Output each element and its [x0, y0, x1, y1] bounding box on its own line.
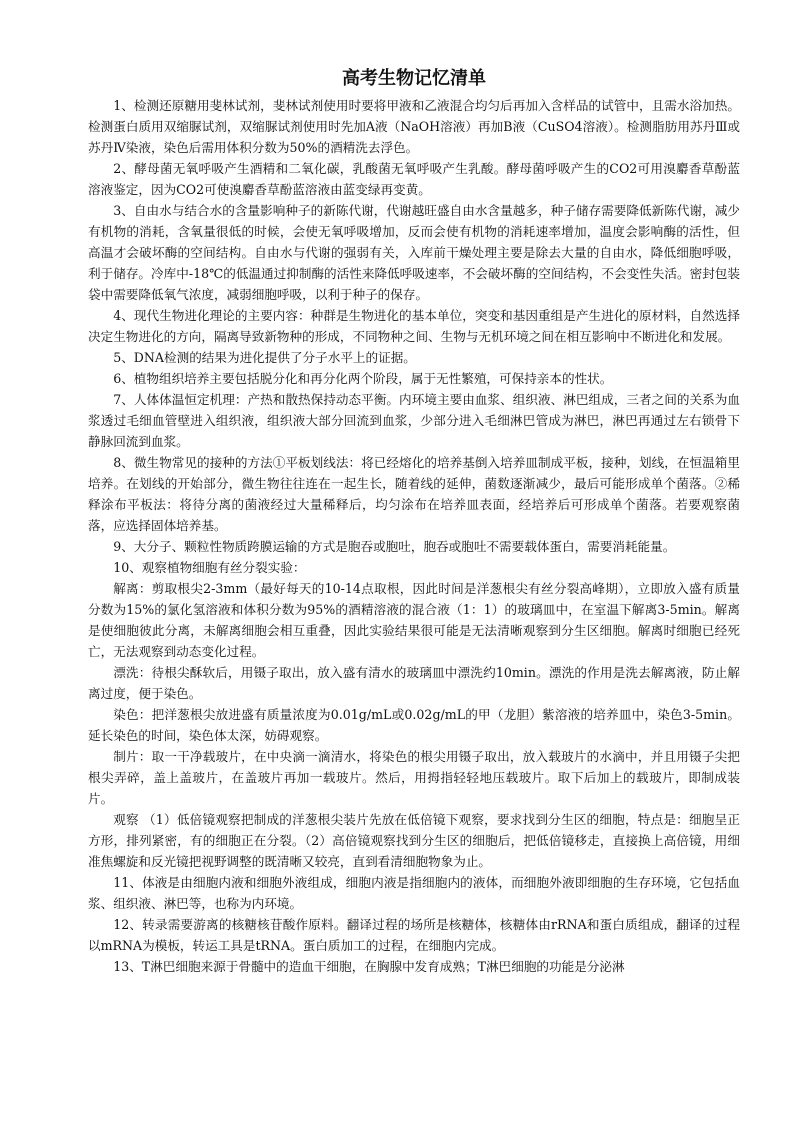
document-body [88, 95, 740, 977]
paragraph-7: 7、人体体温恒定机理：产热和散热保持动态平衡。内环境主要由血浆、组织液、淋巴组成，三者之间的关系为血浆透过毛细血管壁进入组织液，组织液大部分回流到血浆，少部分进入毛细淋巴管成为淋巴，淋巴再通过左右锁骨下静脉回流到血浆。 [88, 392, 740, 449]
paragraph-13: 13、T淋巴细胞来源于骨髓中的造血干细胞，在胸腺中发育成熟；T淋巴细胞的功能是分泌淋 [113, 959, 625, 974]
paragraph-12: 12、转录需要游离的核糖核苷酸作原料。翻译过程的场所是核糖体，核糖体由rRNA和蛋白质组成，翻译的过程以mRNA为模板，转运工具是tRNA。蛋白质加工的过程，在细胞内完成。 [88, 917, 740, 953]
paragraph-5: 5、DNA检测的结果为进化提供了分子水平上的证据。 [113, 350, 416, 365]
paragraph-1: 1、检测还原糖用斐林试剂，斐林试剂使用时要将甲液和乙液混合均匀后再加入含样品的试管中，且需水浴加热。检测蛋白质用双缩脲试剂，双缩脲试剂使用时先加A液（NaOH溶液）再加B液（CuSO4溶液）。检测脂肪用苏丹Ⅲ或苏丹Ⅳ染液，染色后需用体积分数为50%的酒精洗去浮色。 [88, 98, 740, 155]
paragraph-staining: 染色：把洋葱根尖放进盛有质量浓度为0.01g/mL或0.02g/mL的甲（龙胆）紫溶液的培养皿中，染色3-5min。延长染色的时间，染色体太深，妨碍观察。 [88, 707, 740, 743]
paragraph-9: 9、大分子、颗粒性物质跨膜运输的方式是胞吞或胞吐，胞吞或胞吐不需要载体蛋白，需要消耗能量。 [113, 539, 676, 554]
document-page [88, 66, 740, 977]
paragraph-4: 4、现代生物进化理论的主要内容：种群是生物进化的基本单位，突变和基因重组是产生进化的原材料，自然选择决定生物进化的方向，隔离导致新物种的形成，不同物种之间、生物与无机环境之间在相互影响中不断进化和发展。 [88, 308, 740, 344]
paragraph-dissociation: 解离：剪取根尖2-3mm（最好每天的10-14点取根，因此时间是洋葱根尖有丝分裂高峰期），立即放入盛有质量分数为15%的氯化氢溶液和体积分数为95%的酒精溶液的混合液（1：1）的玻璃皿中，在室温下解离3-5min。解离是使细胞彼此分离，未解离细胞会相互重叠，因此实验结果很可能是无法清晰观察到分生区细胞。解离时细胞已经死亡，无法观察到动态变化过程。 [88, 581, 740, 659]
paragraph-rinsing: 漂洗：待根尖酥软后，用镊子取出，放入盛有清水的玻璃皿中漂洗约10min。漂洗的作用是洗去解离液，防止解离过度，便于染色。 [88, 665, 740, 701]
paragraph-2: 2、酵母菌无氧呼吸产生酒精和二氧化碳，乳酸菌无氧呼吸产生乳酸。酵母菌呼吸产生的CO2可用溴麝香草酚蓝溶液鉴定，因为CO2可使溴麝香草酚蓝溶液由蓝变绿再变黄。 [88, 161, 740, 197]
document-title: 高考生物记忆清单 [342, 68, 486, 89]
paragraph-slide-making: 制片：取一干净载玻片，在中央滴一滴清水，将染色的根尖用镊子取出，放入载玻片的水滴中，并且用镊子尖把根尖弄碎，盖上盖玻片，在盖玻片再加一载玻片。然后，用拇指轻轻地压载玻片。取下后加上的载玻片，即制成装片。 [88, 749, 740, 806]
paragraph-8: 8、微生物常见的接种的方法①平板划线法：将已经熔化的培养基倒入培养皿制成平板，接种，划线，在恒温箱里培养。在划线的开始部分，微生物往往连在一起生长，随着线的延伸，菌数逐渐减少，最后可能形成单个菌落。②稀释涂布平板法：将待分离的菌液经过大量稀释后，均匀涂布在培养皿表面，经培养后可形成单个菌落。若要观察菌落，应选择固体培养基。 [88, 455, 740, 533]
paragraph-10: 10、观察植物细胞有丝分裂实验： [113, 560, 306, 575]
paragraph-3: 3、自由水与结合水的含量影响种子的新陈代谢，代谢越旺盛自由水含量越多，种子储存需要降低新陈代谢，减少有机物的消耗，含氧量很低的时候，会使无氧呼吸增加，反而会使有机物的消耗速率增加，温度会影响酶的活性，但高温才会破坏酶的空间结构。自由水与代谢的强弱有关，入库前干燥处理主要是除去大量的自由水，降低细胞呼吸，利于储存。冷库中-18℃的低温通过抑制酶的活性来降低呼吸速率，不会破坏酶的空间结构，不会变性失活。密封包装袋中需要降低氧气浓度，减弱细胞呼吸，以利于种子的保存。 [88, 203, 740, 302]
paragraph-observation: 观察 （1）低倍镜观察把制成的洋葱根尖装片先放在低倍镜下观察，要求找到分生区的细胞，特点是：细胞呈正方形，排列紧密，有的细胞正在分裂。（2）高倍镜观察找到分生区的细胞后，把低倍镜移走，直接换上高倍镜，用细准焦螺旋和反光镜把视野调整的既清晰又较亮，直到看清细胞物象为止。 [88, 812, 740, 869]
paragraph-11: 11、体液是由细胞内液和细胞外液组成，细胞内液是指细胞内的液体，而细胞外液即细胞的生存环境，它包括血浆、组织液、淋巴等，也称为内环境。 [88, 875, 740, 911]
paragraph-6: 6、植物组织培养主要包括脱分化和再分化两个阶段，属于无性繁殖，可保持亲本的性状。 [113, 371, 613, 386]
